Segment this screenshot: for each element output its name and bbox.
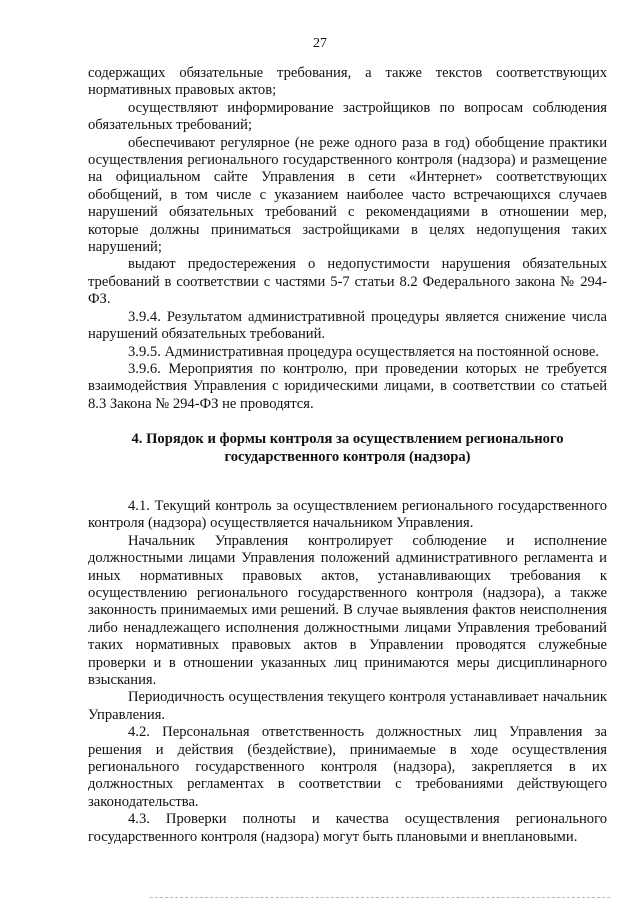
section-heading-line: государственного контроля (надзора) bbox=[224, 448, 471, 465]
paragraph: выдают предостережения о недопустимости нарушения обязательных требований в соответствии с частями 5-7 статьи 8.2 Федерального закона № 294-ФЗ. bbox=[88, 256, 607, 308]
page-number: 27 bbox=[313, 36, 327, 51]
paragraph: содержащих обязательные требования, а также текстов соответствующих нормативных правовых актов; bbox=[88, 65, 607, 99]
paragraph: 4.3. Проверки полноты и качества осуществления регионального государственного контроля (надзора) могут быть плановыми и внеплановыми. bbox=[88, 811, 607, 845]
section-heading-line: 4. Порядок и формы контроля за осуществлением регионального bbox=[131, 431, 564, 448]
paragraph: 4.2. Персональная ответственность должностных лиц Управления за решения и действия (бездействие), принимаемые в ходе осуществления регионального государственного контроля (надзора), закрепляется в их должностных регламентах в соответствии с требованиями действующего законодательства. bbox=[88, 724, 607, 810]
paragraph: 3.9.5. Административная процедура осуществляется на постоянной основе. bbox=[128, 343, 600, 360]
section-heading bbox=[88, 431, 607, 466]
paragraph: обеспечивают регулярное (не реже одного раза в год) обобщение практики осуществления регионального государственного контроля (надзора) и размещение на официальном сайте Управления в сети «Интернет» соответствующих обобщений, в том числе с указанием наиболее часто встречающихся случаев нарушений обязательных требований с рекомендациями в отношении мер, которые должны приниматься застройщиками в целях недопущения таких нарушений; bbox=[88, 134, 607, 256]
document-body bbox=[88, 65, 607, 846]
paragraph: Начальник Управления контролирует соблюдение и исполнение должностными лицами Управления положений административного регламента и иных нормативных правовых актов, устанавливающих требования к осуществлению регионального государственного контроля (надзора), а также законность принимаемых ими решений. В случае выявления фактов неисполнения либо ненадлежащего исполнения должностными лицами Управления требований таких нормативных правовых актов в Управлении проводятся служебные проверки и в отношении указанных лиц принимаются меры дисциплинарного взыскания. bbox=[88, 532, 607, 688]
paragraph: 4.1. Текущий контроль за осуществлением регионального государственного контроля (надзора) осуществляется начальником Управления. bbox=[88, 497, 607, 532]
footer-divider bbox=[150, 897, 610, 898]
paragraph: осуществляют информирование застройщиков по вопросам соблюдения обязательных требований; bbox=[88, 99, 607, 134]
paragraph: 3.9.6. Мероприятия по контролю, при проведении которых не требуется взаимодействия Управления с юридическими лицами, в соответствии со статьей 8.3 Закона № 294-ФЗ не проводятся. bbox=[88, 360, 607, 412]
paragraph: Периодичность осуществления текущего контроля устанавливает начальник Управления. bbox=[88, 689, 607, 723]
paragraph: 3.9.4. Результатом административной процедуры является снижение числа нарушений обязательных требований. bbox=[88, 308, 607, 343]
